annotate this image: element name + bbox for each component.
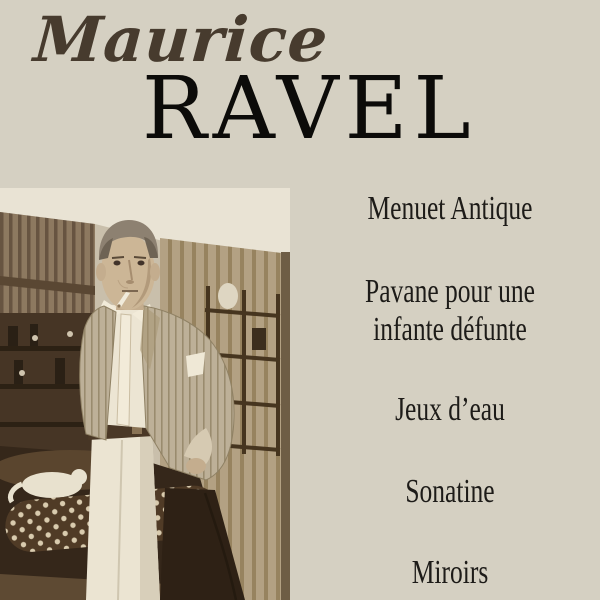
works-list: [300, 0, 600, 600]
work-item-menuet-antique: Menuet Antique: [367, 190, 533, 227]
ravel-photo-illustration: [0, 188, 290, 600]
composer-first-name: Maurice: [31, 3, 331, 76]
composer-last-name: RAVEL: [142, 59, 477, 159]
work-item-miroirs: Miroirs: [411, 554, 489, 591]
work-item-jeux-deau: Jeux d’eau: [395, 391, 505, 428]
work-item-sonatine: Sonatine: [405, 473, 495, 510]
ravel-photo: [0, 188, 290, 600]
work-item-pavane: Pavane pour une infante défunte: [365, 273, 535, 348]
